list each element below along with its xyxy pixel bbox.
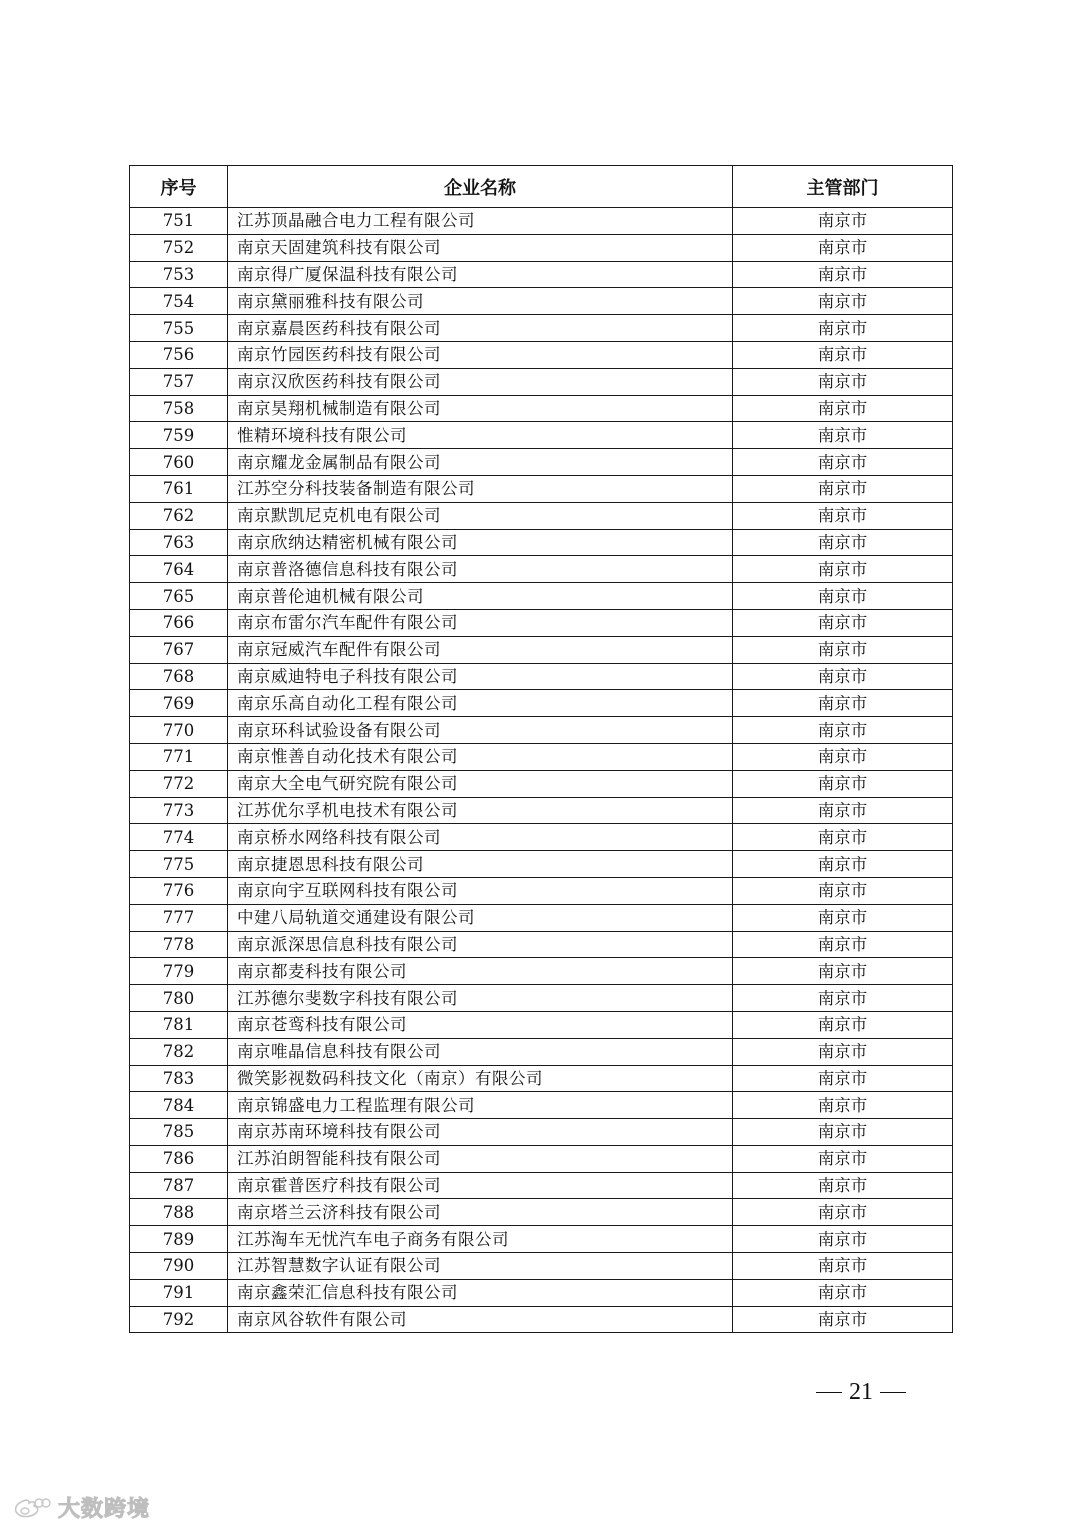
table-row: [130, 1092, 953, 1119]
row-index: 789: [130, 1226, 228, 1253]
row-index: 779: [130, 958, 228, 985]
header-department: 主管部门: [733, 166, 953, 208]
table-row: [130, 1119, 953, 1146]
table-row: [130, 690, 953, 717]
row-department: 南京市: [733, 1092, 953, 1119]
page-number-dash-right: [880, 1392, 906, 1393]
row-department: 南京市: [733, 1279, 953, 1306]
table-row: [130, 475, 953, 502]
row-index: 776: [130, 877, 228, 904]
table-row: [130, 449, 953, 476]
row-enterprise-name: 江苏淘车无忧汽车电子商务有限公司: [228, 1226, 733, 1253]
row-index: 762: [130, 502, 228, 529]
table-row: [130, 395, 953, 422]
table-row: [130, 717, 953, 744]
row-index: 788: [130, 1199, 228, 1226]
row-department: 南京市: [733, 1011, 953, 1038]
row-enterprise-name: 南京汉欣医药科技有限公司: [228, 368, 733, 395]
row-enterprise-name: 微笑影视数码科技文化（南京）有限公司: [228, 1065, 733, 1092]
row-index: 766: [130, 609, 228, 636]
row-enterprise-name: 南京乐高自动化工程有限公司: [228, 690, 733, 717]
row-index: 764: [130, 556, 228, 583]
row-department: 南京市: [733, 1199, 953, 1226]
table-body: [130, 208, 953, 1333]
row-index: 773: [130, 797, 228, 824]
row-index: 751: [130, 208, 228, 235]
row-department: 南京市: [733, 690, 953, 717]
row-department: 南京市: [733, 851, 953, 878]
row-enterprise-name: 江苏智慧数字认证有限公司: [228, 1253, 733, 1280]
row-enterprise-name: 南京风谷软件有限公司: [228, 1306, 733, 1333]
row-index: 767: [130, 636, 228, 663]
row-index: 780: [130, 985, 228, 1012]
row-enterprise-name: 南京桥水网络科技有限公司: [228, 824, 733, 851]
table-row: [130, 1253, 953, 1280]
watermark-text: 大数跨境: [58, 1496, 151, 1522]
row-index: 761: [130, 475, 228, 502]
table-row: [130, 1145, 953, 1172]
row-index: 772: [130, 770, 228, 797]
row-index: 770: [130, 717, 228, 744]
row-enterprise-name: 南京捷恩思科技有限公司: [228, 851, 733, 878]
row-index: 752: [130, 234, 228, 261]
row-enterprise-name: 江苏空分科技装备制造有限公司: [228, 475, 733, 502]
row-index: 775: [130, 851, 228, 878]
row-index: 790: [130, 1253, 228, 1280]
row-department: 南京市: [733, 824, 953, 851]
row-enterprise-name: 中建八局轨道交通建设有限公司: [228, 904, 733, 931]
row-enterprise-name: 南京威迪特电子科技有限公司: [228, 663, 733, 690]
table-row: [130, 958, 953, 985]
header-index: 序号: [130, 166, 228, 208]
row-department: 南京市: [733, 502, 953, 529]
row-index: 765: [130, 583, 228, 610]
row-department: 南京市: [733, 1226, 953, 1253]
row-department: 南京市: [733, 958, 953, 985]
table-row: [130, 261, 953, 288]
table-row: [130, 368, 953, 395]
row-enterprise-name: 南京普洛德信息科技有限公司: [228, 556, 733, 583]
row-index: 781: [130, 1011, 228, 1038]
table-row: [130, 341, 953, 368]
row-enterprise-name: 南京都麦科技有限公司: [228, 958, 733, 985]
row-enterprise-name: 南京苏南环境科技有限公司: [228, 1119, 733, 1146]
row-department: 南京市: [733, 1306, 953, 1333]
row-index: 786: [130, 1145, 228, 1172]
row-enterprise-name: 南京普伦迪机械有限公司: [228, 583, 733, 610]
table-row: [130, 663, 953, 690]
row-enterprise-name: 南京耀龙金属制品有限公司: [228, 449, 733, 476]
row-enterprise-name: 南京环科试验设备有限公司: [228, 717, 733, 744]
table-row: [130, 851, 953, 878]
table-row: [130, 288, 953, 315]
row-department: 南京市: [733, 904, 953, 931]
row-enterprise-name: 南京竹园医药科技有限公司: [228, 341, 733, 368]
row-department: 南京市: [733, 529, 953, 556]
row-enterprise-name: 南京冠威汽车配件有限公司: [228, 636, 733, 663]
row-department: 南京市: [733, 341, 953, 368]
weibo-logo-icon: [12, 1494, 52, 1520]
row-enterprise-name: 南京塔兰云济科技有限公司: [228, 1199, 733, 1226]
row-department: 南京市: [733, 1038, 953, 1065]
row-enterprise-name: 南京黛丽雅科技有限公司: [228, 288, 733, 315]
row-enterprise-name: 江苏优尔孚机电技术有限公司: [228, 797, 733, 824]
table-row: [130, 877, 953, 904]
row-department: 南京市: [733, 234, 953, 261]
row-index: 782: [130, 1038, 228, 1065]
table-header-row: [130, 166, 953, 208]
row-department: 南京市: [733, 475, 953, 502]
table-row: [130, 583, 953, 610]
row-index: 777: [130, 904, 228, 931]
row-enterprise-name: 南京大全电气研究院有限公司: [228, 770, 733, 797]
row-enterprise-name: 江苏泊朗智能科技有限公司: [228, 1145, 733, 1172]
row-index: 756: [130, 341, 228, 368]
row-index: 771: [130, 743, 228, 770]
table-row: [130, 502, 953, 529]
row-department: 南京市: [733, 556, 953, 583]
header-enterprise-name: 企业名称: [228, 166, 733, 208]
table-row: [130, 743, 953, 770]
row-index: 753: [130, 261, 228, 288]
row-enterprise-name: 南京向宇互联网科技有限公司: [228, 877, 733, 904]
table-row: [130, 985, 953, 1012]
row-department: 南京市: [733, 636, 953, 663]
row-index: 791: [130, 1279, 228, 1306]
row-index: 784: [130, 1092, 228, 1119]
row-enterprise-name: 南京布雷尔汽车配件有限公司: [228, 609, 733, 636]
row-enterprise-name: 南京天固建筑科技有限公司: [228, 234, 733, 261]
table-row: [130, 529, 953, 556]
table-row: [130, 315, 953, 342]
table-row: [130, 422, 953, 449]
row-enterprise-name: 南京鑫荣汇信息科技有限公司: [228, 1279, 733, 1306]
table-row: [130, 931, 953, 958]
row-enterprise-name: 南京得广厦保温科技有限公司: [228, 261, 733, 288]
row-department: 南京市: [733, 395, 953, 422]
row-department: 南京市: [733, 1145, 953, 1172]
row-department: 南京市: [733, 1253, 953, 1280]
table-row: [130, 636, 953, 663]
row-enterprise-name: 南京昊翔机械制造有限公司: [228, 395, 733, 422]
page-number: [806, 1376, 916, 1406]
row-index: 787: [130, 1172, 228, 1199]
row-department: 南京市: [733, 717, 953, 744]
row-index: 760: [130, 449, 228, 476]
enterprise-table: [129, 165, 953, 1333]
table-row: [130, 824, 953, 851]
table-row: [130, 1279, 953, 1306]
row-department: 南京市: [733, 583, 953, 610]
table-row: [130, 1306, 953, 1333]
page-number-dash-left: [816, 1392, 842, 1393]
row-department: 南京市: [733, 797, 953, 824]
table-row: [130, 609, 953, 636]
table-row: [130, 208, 953, 235]
row-index: 758: [130, 395, 228, 422]
row-index: 755: [130, 315, 228, 342]
table-row: [130, 1011, 953, 1038]
row-index: 769: [130, 690, 228, 717]
table-row: [130, 904, 953, 931]
row-enterprise-name: 南京欣纳达精密机械有限公司: [228, 529, 733, 556]
row-department: 南京市: [733, 1172, 953, 1199]
row-department: 南京市: [733, 368, 953, 395]
row-enterprise-name: 南京默凯尼克机电有限公司: [228, 502, 733, 529]
table-row: [130, 1065, 953, 1092]
row-enterprise-name: 南京唯晶信息科技有限公司: [228, 1038, 733, 1065]
row-department: 南京市: [733, 208, 953, 235]
row-department: 南京市: [733, 770, 953, 797]
watermark: [12, 1490, 150, 1524]
row-enterprise-name: 南京派深思信息科技有限公司: [228, 931, 733, 958]
table-row: [130, 1199, 953, 1226]
table-row: [130, 797, 953, 824]
row-department: 南京市: [733, 288, 953, 315]
row-index: 792: [130, 1306, 228, 1333]
row-enterprise-name: 南京霍普医疗科技有限公司: [228, 1172, 733, 1199]
row-enterprise-name: 惟精环境科技有限公司: [228, 422, 733, 449]
row-index: 763: [130, 529, 228, 556]
row-department: 南京市: [733, 877, 953, 904]
table-row: [130, 1038, 953, 1065]
row-enterprise-name: 南京惟善自动化技术有限公司: [228, 743, 733, 770]
row-department: 南京市: [733, 609, 953, 636]
row-index: 759: [130, 422, 228, 449]
row-enterprise-name: 江苏顶晶融合电力工程有限公司: [228, 208, 733, 235]
row-department: 南京市: [733, 931, 953, 958]
table-row: [130, 1226, 953, 1253]
row-enterprise-name: 江苏德尔斐数字科技有限公司: [228, 985, 733, 1012]
page-number-value: 21: [849, 1379, 873, 1406]
table-row: [130, 770, 953, 797]
table-row: [130, 1172, 953, 1199]
row-enterprise-name: 南京锦盛电力工程监理有限公司: [228, 1092, 733, 1119]
row-department: 南京市: [733, 422, 953, 449]
row-index: 783: [130, 1065, 228, 1092]
row-department: 南京市: [733, 261, 953, 288]
row-department: 南京市: [733, 1065, 953, 1092]
row-enterprise-name: 南京苍鸾科技有限公司: [228, 1011, 733, 1038]
row-index: 754: [130, 288, 228, 315]
row-department: 南京市: [733, 985, 953, 1012]
table-row: [130, 556, 953, 583]
row-index: 757: [130, 368, 228, 395]
row-index: 774: [130, 824, 228, 851]
row-department: 南京市: [733, 663, 953, 690]
row-department: 南京市: [733, 315, 953, 342]
row-enterprise-name: 南京嘉晨医药科技有限公司: [228, 315, 733, 342]
row-department: 南京市: [733, 1119, 953, 1146]
row-index: 778: [130, 931, 228, 958]
row-department: 南京市: [733, 743, 953, 770]
table-row: [130, 234, 953, 261]
row-index: 785: [130, 1119, 228, 1146]
row-department: 南京市: [733, 449, 953, 476]
row-index: 768: [130, 663, 228, 690]
